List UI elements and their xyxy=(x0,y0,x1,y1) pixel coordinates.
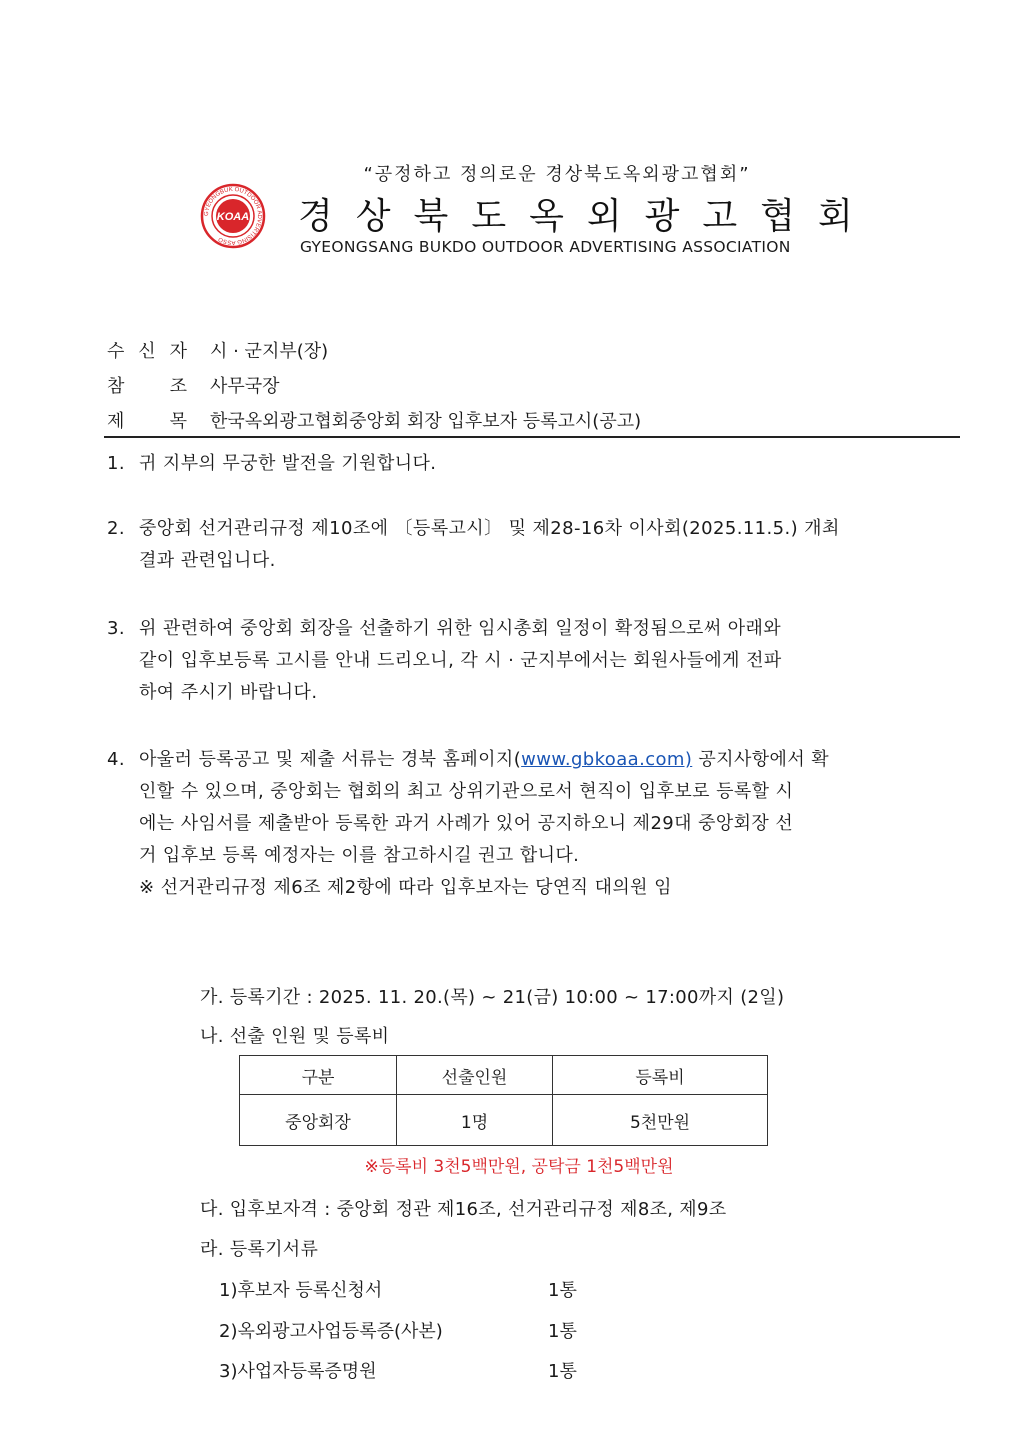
table-row xyxy=(240,1095,768,1146)
table-cell: 중앙회장 xyxy=(240,1095,397,1146)
reference-label: 참 조 xyxy=(107,376,187,397)
svg-text:GYEONGBUK OUTDOOR ADVERTISING: GYEONGBUK OUTDOOR ADVERTISING ASSO xyxy=(203,186,263,246)
letterhead-motto: “공정하고 정의로운 경상북도옥외광고협회” xyxy=(363,164,751,185)
fee-note: ※등록비 3천5백만원, 공탁금 1천5백만원 xyxy=(364,1157,674,1177)
documents-title: 라. 등록기서류 xyxy=(200,1239,319,1260)
paragraph-1: 1. 귀 지부의 무궁한 발전을 기원합니다. xyxy=(107,453,437,474)
paragraph-2: 2. 중앙회 선거관리규정 제10조에 〔등록고시〕 및 제28-16차 이사회(2025.11.5.) 개최 결과 관련입니다. xyxy=(107,518,840,571)
fee-section-title: 나. 선출 인원 및 등록비 xyxy=(200,1026,390,1047)
table-header: 등록비 xyxy=(553,1056,768,1095)
qualification: 다. 입후보자격 : 중앙회 정관 제16조, 선거관리규정 제8조, 제9조 xyxy=(200,1199,727,1220)
fee-table xyxy=(239,1055,768,1146)
reference-value: 사무국장 xyxy=(210,376,280,397)
document-count: 1통 xyxy=(548,1280,577,1301)
organization-name-ko: 경상북도옥외광고협회 xyxy=(298,196,876,237)
table-cell: 5천만원 xyxy=(553,1095,768,1146)
paragraph-3: 3. 위 관련하여 중앙회 회장을 선출하기 위한 임시총회 일정이 확정됨으로써 아래와 같이 입후보등록 고시를 안내 드리오니, 각 시 · 군지부에서는 회원사들에게 전파 하여 주시기 바랍니다. xyxy=(107,618,782,703)
document-count: 1통 xyxy=(548,1321,577,1342)
table-header: 구분 xyxy=(240,1056,397,1095)
paragraph-4: 4. 아울러 등록공고 및 제출 서류는 경북 홈페이지(www.gbkoaa.com) 공지사항에서 확 인할 수 있으며, 중앙회는 협회의 최고 상위기관으로서 현직이 입후보로 등록할 시 에는 사임서를 제출받아 등록한 과거 사례가 있어 공지하오니 제29대 중앙회장 선 거 입후보 등록 예정자는 이를 참고하시길 권고 합니다. ※ 선거관리규정 제6조 제2항에 따라 입후보자는 당연직 대의원 임 xyxy=(107,744,937,904)
table-cell: 1명 xyxy=(397,1095,553,1146)
document-count: 1통 xyxy=(548,1361,577,1382)
table-header-row xyxy=(240,1056,768,1095)
list-item: 3)사업자등록증명원 xyxy=(219,1361,377,1382)
koaa-seal-logo xyxy=(200,183,266,249)
subject-label: 제 목 xyxy=(107,411,187,432)
header-divider xyxy=(104,436,960,438)
registration-period: 가. 등록기간 : 2025. 11. 20.(목) ~ 21(금) 10:00 ~ 17:00까지 (2일) xyxy=(200,987,785,1008)
table-header: 선출인원 xyxy=(397,1056,553,1095)
svg-text:KOAA: KOAA xyxy=(216,211,250,223)
recipient-value: 시 · 군지부(장) xyxy=(210,341,329,362)
organization-name-en: GYEONGSANG BUKDO OUTDOOR ADVERTISING ASSOCIATION xyxy=(300,238,791,256)
homepage-link[interactable]: www.gbkoaa.com) xyxy=(521,749,693,770)
list-item: 1)후보자 등록신청서 xyxy=(219,1280,383,1301)
list-item: 2)옥외광고사업등록증(사본) xyxy=(219,1321,443,1342)
election-rule-note: ※ 선거관리규정 제6조 제2항에 따라 입후보자는 당연직 대의원 임 xyxy=(139,877,672,898)
recipient-label: 수 신 자 xyxy=(107,341,187,362)
subject-value: 한국옥외광고협회중앙회 회장 입후보자 등록고시(공고) xyxy=(210,411,642,432)
